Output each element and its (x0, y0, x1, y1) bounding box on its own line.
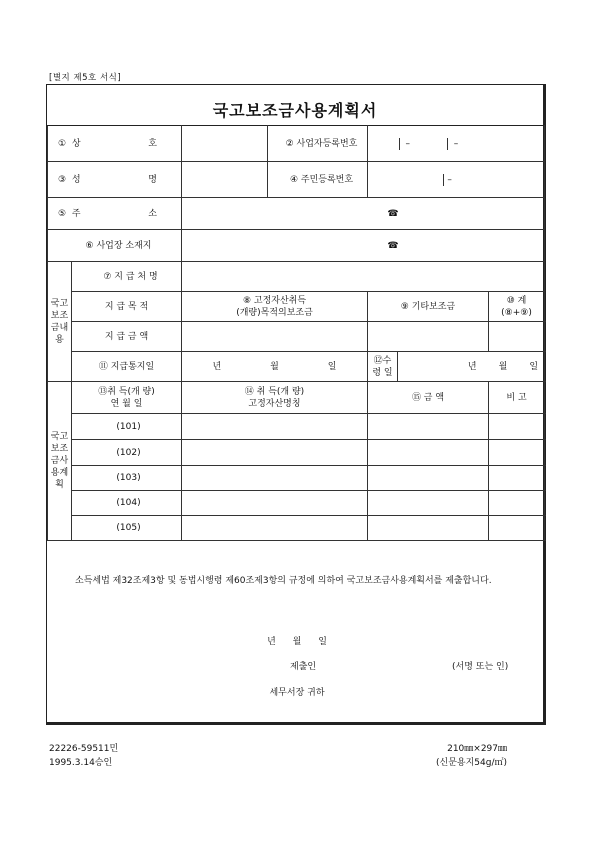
name-label: ③ 성 명 (48, 162, 182, 198)
asset-name-header: ⑭ 취 득(개 량) 고정자산명칭 (182, 382, 368, 414)
declaration (47, 573, 547, 589)
trade-name-field[interactable] (182, 126, 268, 162)
paper-type: (신문용지54g/㎡) (436, 758, 507, 768)
plan-section-label: 국고보조금사용계획 (48, 382, 72, 541)
plan-cell[interactable] (182, 440, 368, 466)
plan-row-104: (104) (72, 491, 182, 516)
total-amount-field[interactable] (489, 322, 545, 352)
addressee: 세무서장 귀하 (269, 688, 325, 698)
plan-cell[interactable] (368, 466, 489, 491)
resident-reg-field[interactable]: – (368, 162, 545, 198)
form-code: 22226-59511민 (49, 744, 119, 754)
issuer-label: ⑦ 지 급 처 명 (72, 262, 182, 292)
plan-cell[interactable] (368, 440, 489, 466)
issuer-field[interactable] (182, 262, 545, 292)
receipt-date-field[interactable]: 년 월 일 (398, 352, 545, 382)
purpose-label: 지 급 목 적 (72, 292, 182, 322)
plan-cell[interactable] (489, 440, 545, 466)
plan-cell[interactable] (182, 414, 368, 440)
address-label: ⑤ 주 소 (48, 198, 182, 230)
acquisition-date-header: ⑬취 득(개 량) 연 월 일 (72, 382, 182, 414)
form-sheet (46, 84, 546, 725)
amount-label: 지 급 금 액 (72, 322, 182, 352)
trade-name-label: ① 상 호 (48, 126, 182, 162)
phone-icon: ☎ (387, 208, 399, 219)
plan-cell[interactable] (182, 491, 368, 516)
plan-cell[interactable] (182, 516, 368, 541)
declaration-text: 소득세법 제32조제3항 및 동법시행령 제60조제3항의 규정에 의하여 국고보조금사용계획서를 제출합니다. (75, 576, 492, 586)
plan-row-101: (101) (72, 414, 182, 440)
grant-section-label: 국고보조금내용 (48, 262, 72, 382)
fixed-asset-amount-field[interactable] (182, 322, 368, 352)
plan-cell[interactable] (489, 414, 545, 440)
fixed-asset-grant-header: ⑧ 고정자산취득 (개량)목적의보조금 (182, 292, 368, 322)
plan-cell[interactable] (368, 491, 489, 516)
workplace-label: ⑥ 사업장 소재지 (48, 230, 182, 262)
phone-icon: ☎ (387, 240, 399, 251)
footer-left (49, 742, 118, 770)
other-amount-field[interactable] (368, 322, 489, 352)
plan-row-105: (105) (72, 516, 182, 541)
plan-cell[interactable] (489, 516, 545, 541)
plan-cell[interactable] (182, 466, 368, 491)
plan-row-103: (103) (72, 466, 182, 491)
workplace-field[interactable] (182, 230, 545, 262)
submitter-label: 제출인 (290, 662, 317, 672)
declaration-date: 년 월 일 (267, 637, 327, 647)
form-table (47, 125, 545, 541)
form-number-label: [별지 제5호 서식] (49, 73, 122, 83)
other-grant-header: ⑨ 기타보조금 (368, 292, 489, 322)
footer-right (436, 742, 507, 770)
biz-reg-field[interactable]: – – (368, 126, 545, 162)
resident-reg-label: ④ 주민등록번호 (268, 162, 368, 198)
plan-cell[interactable] (489, 466, 545, 491)
receipt-date-label: ⑫수 령 일 (368, 352, 398, 382)
remarks-header: 비 고 (489, 382, 545, 414)
paper-size: 210㎜×297㎜ (447, 744, 507, 754)
plan-row-102: (102) (72, 440, 182, 466)
plan-cell[interactable] (368, 516, 489, 541)
approval-date: 1995.3.14승인 (49, 758, 113, 768)
address-field[interactable] (182, 198, 545, 230)
plan-amount-header: ⑮ 금 액 (368, 382, 489, 414)
biz-reg-label: ② 사업자등록번호 (268, 126, 368, 162)
plan-cell[interactable] (368, 414, 489, 440)
total-header: ⑩ 계 (⑧+⑨) (489, 292, 545, 322)
name-field[interactable] (182, 162, 268, 198)
sign-note: (서명 또는 인) (452, 662, 509, 672)
form-title: 국고보조금사용계획서 (212, 101, 378, 120)
plan-cell[interactable] (489, 491, 545, 516)
notice-date-field[interactable]: 년 월 일 (182, 352, 368, 382)
notice-date-label: ⑪ 지급통지일 (72, 352, 182, 382)
